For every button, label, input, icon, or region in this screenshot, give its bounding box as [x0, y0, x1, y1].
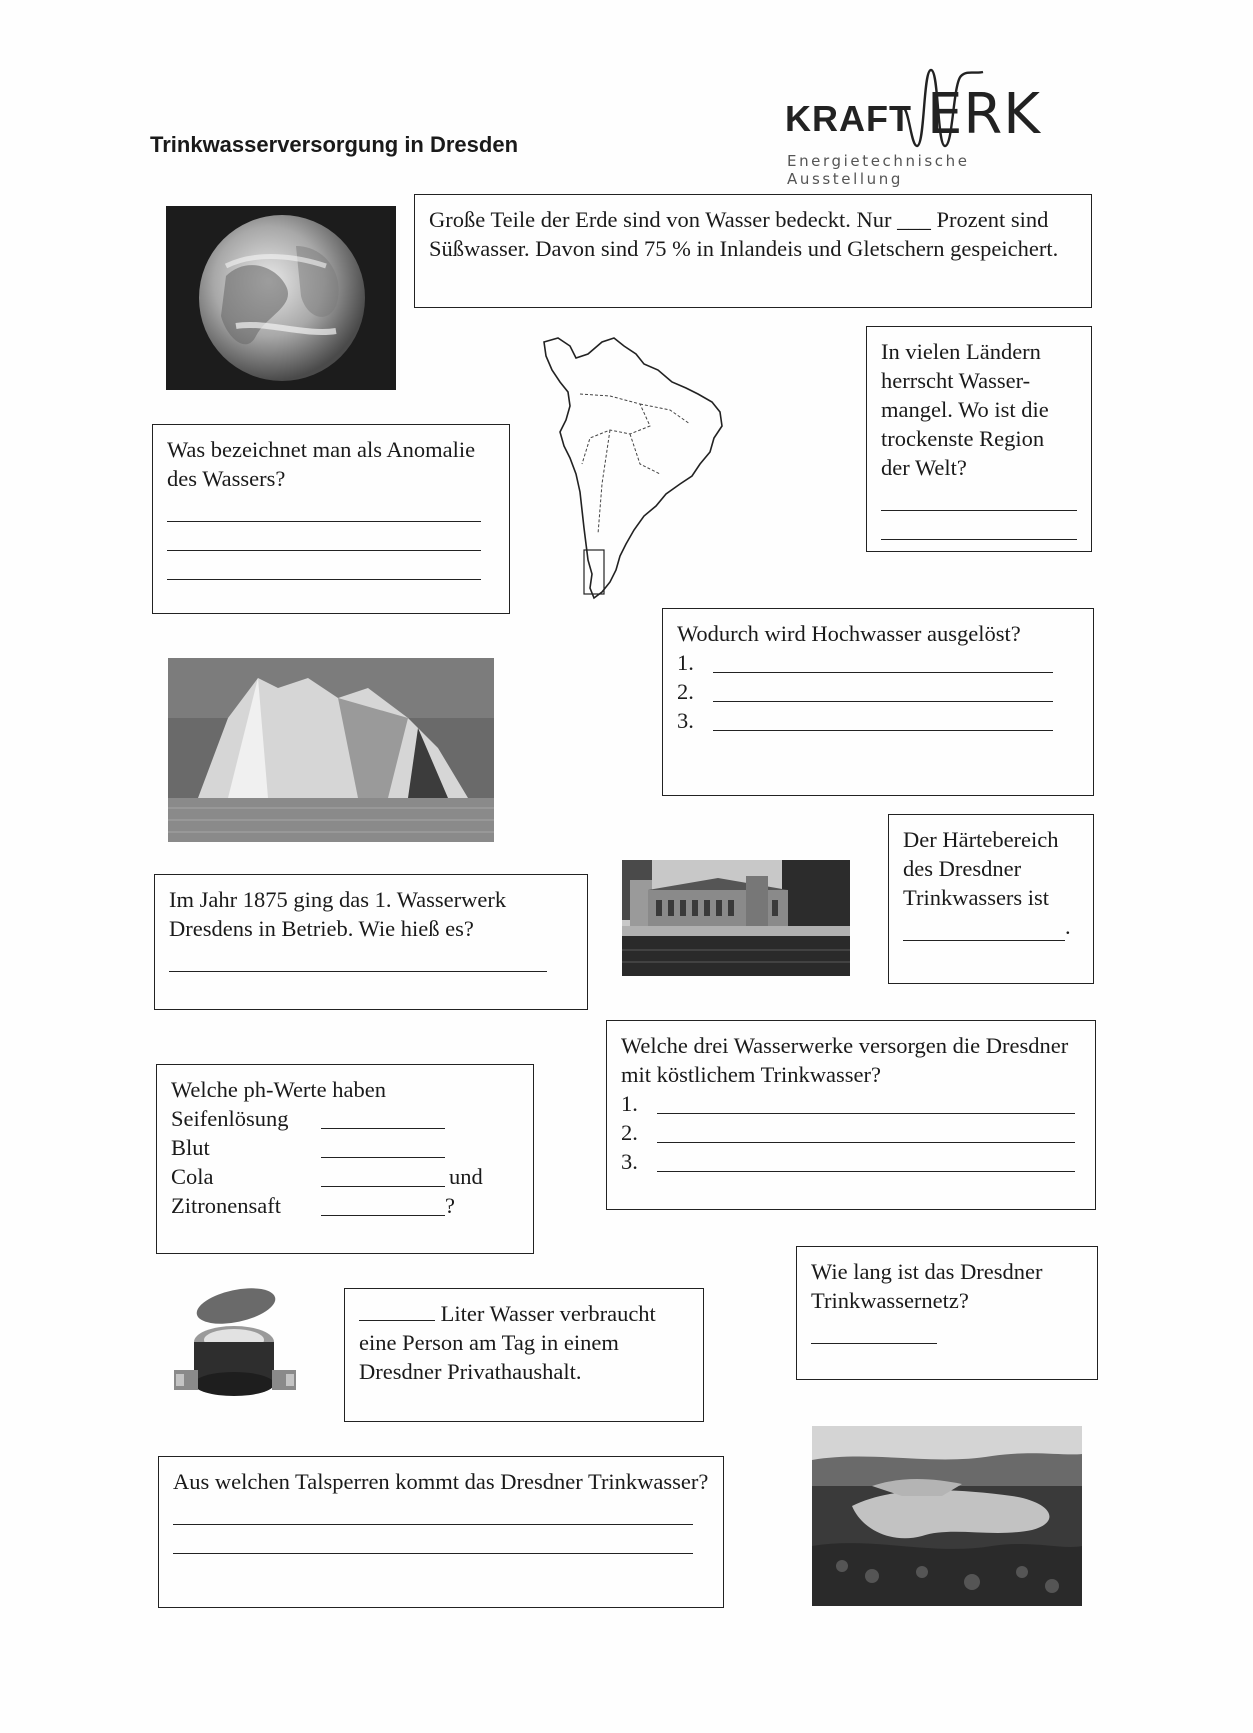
- logo-kraft-text: KRAFT: [785, 98, 912, 139]
- ph-label: Blut: [171, 1135, 210, 1160]
- hardness-answer-row: [903, 912, 1079, 941]
- answer-line[interactable]: [657, 1093, 1075, 1114]
- box-waterworks-1875: [154, 874, 588, 1010]
- map-icon: [540, 334, 750, 604]
- answer-line[interactable]: [167, 493, 481, 522]
- answer-line[interactable]: [713, 652, 1053, 673]
- reservoir-icon: [812, 1426, 1082, 1606]
- liters-sentence: Liter Wasser verbraucht eine Person am Tag in einem Dresdner Privathaushalt.: [359, 1301, 656, 1384]
- water-meter-photo: [174, 1284, 296, 1414]
- iceberg-photo: [168, 658, 494, 842]
- answer-line[interactable]: [811, 1323, 937, 1344]
- box-fresh-water: [414, 194, 1092, 308]
- ph-label: Seifenlösung: [171, 1106, 289, 1131]
- waterworks-photo: [622, 860, 850, 976]
- reservoirs-text: Aus welchen Talsperren kommt das Dresdner Trinkwasser?: [173, 1469, 709, 1494]
- ph-label: Cola: [171, 1164, 214, 1189]
- ph-row-soap: [171, 1104, 519, 1133]
- box-ph-values: [156, 1064, 534, 1254]
- answer-line[interactable]: [173, 1525, 693, 1554]
- ph-label: Zitronensaft: [171, 1193, 281, 1218]
- answer-row: [677, 677, 1053, 706]
- number-label: 2.: [621, 1120, 638, 1145]
- number-label: 3.: [621, 1149, 638, 1174]
- answer-row: [621, 1089, 1075, 1118]
- answer-line[interactable]: [321, 1137, 445, 1158]
- number-label: 1.: [621, 1091, 638, 1116]
- waterworks-icon: [622, 860, 850, 976]
- waterworks-1875-text: Im Jahr 1875 ging das 1. Wasserwerk Dresdens in Betrieb. Wie hieß es?: [169, 887, 507, 941]
- answer-line[interactable]: [321, 1195, 445, 1216]
- box-dry-region: [866, 326, 1092, 552]
- iceberg-icon: [168, 658, 494, 842]
- hardness-end: .: [1065, 914, 1071, 939]
- answer-line[interactable]: [713, 681, 1053, 702]
- answer-row: [621, 1118, 1075, 1147]
- logo-subtitle: Energietechnische Ausstellung: [787, 152, 970, 188]
- answer-line[interactable]: [903, 920, 1065, 941]
- answer-line[interactable]: [167, 551, 481, 580]
- answer-line[interactable]: [881, 482, 1077, 511]
- dry-region-text: In vielen Ländern herrscht Wasser-mangel. Wo ist die trockenste Region der Welt?: [881, 339, 1049, 480]
- fresh-water-text: Große Teile der Erde sind von Wasser bedeckt. Nur ___ Prozent sind Süßwasser. Davon sind 75 % in Inlandeis und Gletschern gespeichert.: [429, 207, 1059, 261]
- page-title: Trinkwasserversorgung in Dresden: [150, 132, 519, 157]
- answer-row: [621, 1147, 1075, 1176]
- answer-row: [677, 648, 1053, 677]
- box-liters: [344, 1288, 704, 1422]
- ph-heading: Welche ph-Werte haben: [171, 1077, 387, 1102]
- earth-photo: [166, 206, 396, 390]
- box-flood: [662, 608, 1094, 796]
- ph-row-cola: [171, 1162, 519, 1191]
- answer-line[interactable]: [173, 1496, 693, 1525]
- answer-line[interactable]: [167, 522, 481, 551]
- answer-line[interactable]: [657, 1122, 1075, 1143]
- flood-text: Wodurch wird Hochwasser ausgelöst?: [677, 621, 1021, 646]
- logo-werk-text: ERK: [927, 82, 1042, 147]
- box-anomaly: [152, 424, 510, 614]
- answer-line[interactable]: [321, 1166, 445, 1187]
- answer-line[interactable]: [169, 943, 547, 972]
- ph-row-blood: [171, 1133, 519, 1162]
- three-waterworks-text: Welche drei Wasserwerke versorgen die Dresdner mit köstlichem Trinkwasser?: [621, 1033, 1069, 1087]
- box-three-waterworks: [606, 1020, 1096, 1210]
- earth-icon: [166, 206, 396, 390]
- number-label: 3.: [677, 708, 694, 733]
- answer-line[interactable]: [713, 710, 1053, 731]
- liters-text: [359, 1299, 689, 1386]
- anomaly-text: Was bezeichnet man als Anomalie des Wassers?: [167, 437, 476, 491]
- number-label: 2.: [677, 679, 694, 704]
- answer-row: [677, 706, 1053, 735]
- answer-line[interactable]: [881, 511, 1077, 540]
- water-meter-icon: [174, 1284, 296, 1414]
- ph-tail: ?: [445, 1193, 455, 1218]
- box-reservoirs: [158, 1456, 724, 1608]
- ph-row-lemon: [171, 1191, 519, 1220]
- kraftwerk-logo: [785, 68, 1085, 188]
- ph-tail: und: [449, 1164, 483, 1189]
- network-answer-row: [811, 1315, 1083, 1344]
- box-hardness: [888, 814, 1094, 984]
- box-network: [796, 1246, 1098, 1380]
- south-america-map: [540, 334, 750, 604]
- number-label: 1.: [677, 650, 694, 675]
- answer-line[interactable]: [657, 1151, 1075, 1172]
- reservoir-aerial-photo: [812, 1426, 1082, 1606]
- answer-line[interactable]: [359, 1300, 435, 1321]
- network-text: Wie lang ist das Dresdner Trinkwassernetz?: [811, 1259, 1043, 1313]
- answer-line[interactable]: [321, 1108, 445, 1129]
- hardness-text: Der Härtebereich des Dresdner Trinkwassers ist: [903, 827, 1059, 910]
